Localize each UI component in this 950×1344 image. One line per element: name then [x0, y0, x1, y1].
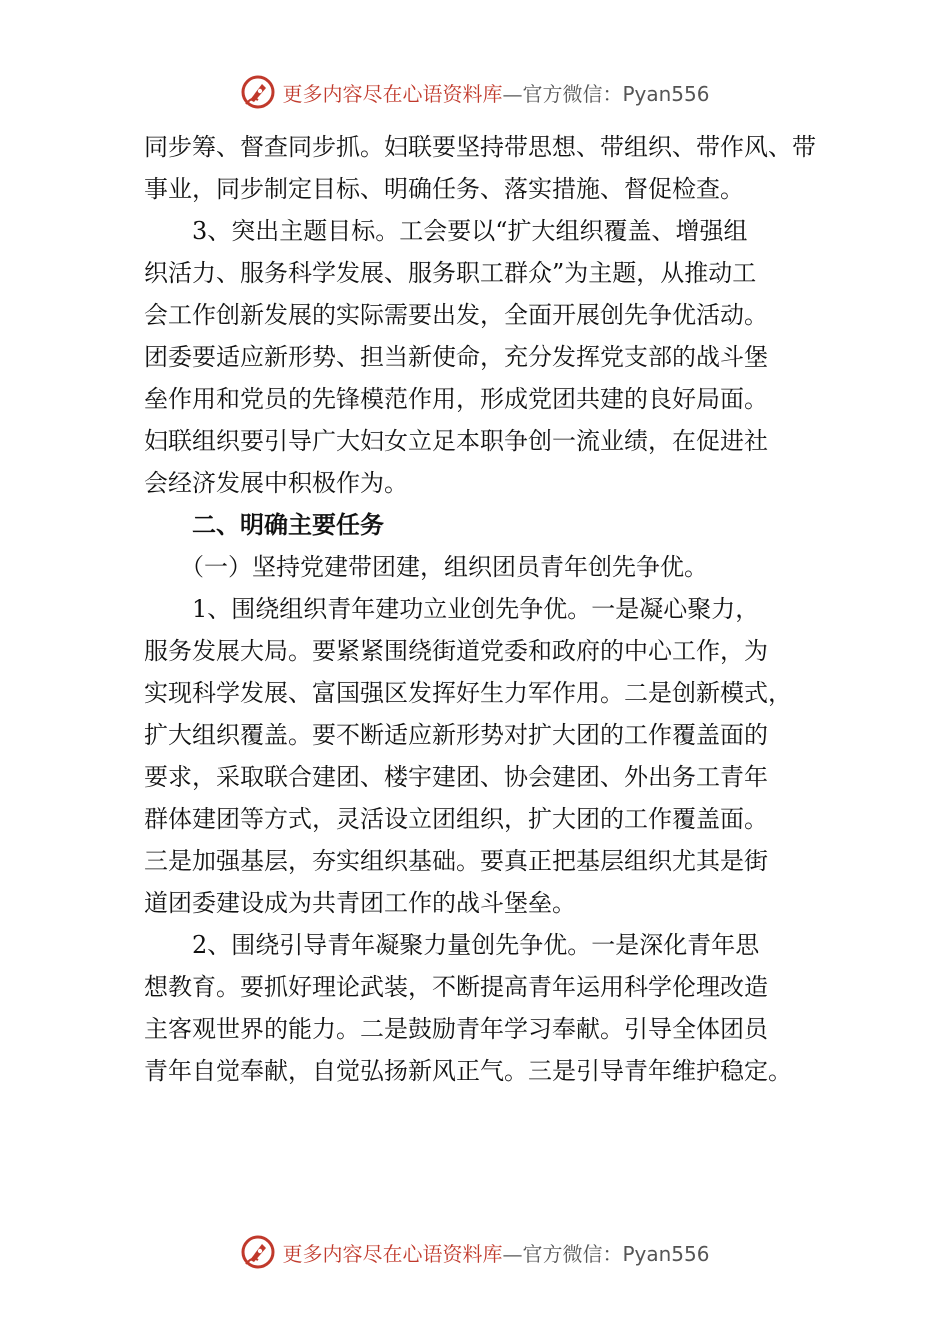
header-banner [0, 72, 950, 112]
text-line: 妇联组织要引导广大妇女立足本职争创一流业绩，在促进社 [144, 427, 768, 455]
pen-nib-logo-icon [240, 74, 276, 110]
banner-wechat-text: 官方微信：Pyan556 [522, 81, 710, 106]
text-line: 群体建团等方式，灵活设立团组织，扩大团的工作覆盖面。 [144, 805, 768, 833]
banner-separator: — [502, 81, 523, 106]
text-line: 会经济发展中积极作为。 [144, 469, 408, 497]
text-line: 想教育。要抓好理论武装，不断提高青年运用科学伦理改造 [144, 973, 768, 1001]
section-heading: 二、明确主要任务 [144, 511, 384, 539]
text-line: 三是加强基层，夯实组织基础。要真正把基层组织尤其是街 [144, 847, 768, 875]
banner-text [282, 78, 709, 107]
text-line: 要求，采取联合建团、楼宇建团、协会建团、外出务工青年 [144, 763, 768, 791]
text-line: 事业，同步制定目标、明确任务、落实措施、督促检查。 [144, 175, 744, 203]
text-line: 扩大组织覆盖。要不断适应新形势对扩大团的工作覆盖面的 [144, 721, 768, 749]
banner-separator: — [502, 1241, 523, 1266]
document-body [144, 126, 824, 1092]
text-line: 青年自觉奉献，自觉弘扬新风正气。三是引导青年维护稳定。 [144, 1057, 792, 1085]
text-line: 3、突出主题目标。工会要以“扩大组织覆盖、增强组 [144, 217, 748, 245]
text-line: （一）坚持党建带团建，组织团员青年创先争优。 [144, 553, 708, 581]
text-line: 垒作用和党员的先锋模范作用，形成党团共建的良好局面。 [144, 385, 768, 413]
text-line: 同步筹、督查同步抓。妇联要坚持带思想、带组织、带作风、带 [144, 133, 816, 161]
text-line: 服务发展大局。要紧紧围绕街道党委和政府的中心工作，为 [144, 637, 768, 665]
banner-text [282, 1238, 709, 1267]
text-line: 会工作创新发展的实际需要出发，全面开展创先争优活动。 [144, 301, 768, 329]
text-line: 1、围绕组织青年建功立业创先争优。一是凝心聚力， [144, 595, 760, 623]
text-line: 实现科学发展、富国强区发挥好生力军作用。二是创新模式， [144, 679, 792, 707]
text-line: 团委要适应新形势、担当新使命，充分发挥党支部的战斗堡 [144, 343, 768, 371]
text-line: 2、围绕引导青年凝聚力量创先争优。一是深化青年思 [144, 931, 760, 959]
text-line: 主客观世界的能力。二是鼓励青年学习奉献。引导全体团员 [144, 1015, 768, 1043]
pen-nib-logo-icon [240, 1234, 276, 1270]
text-line: 织活力、服务科学发展、服务职工群众”为主题，从推动工 [144, 259, 757, 287]
banner-main-text: 更多内容尽在心语资料库 [282, 81, 503, 106]
footer-banner [0, 1232, 950, 1272]
text-line: 道团委建设成为共青团工作的战斗堡垒。 [144, 889, 576, 917]
banner-main-text: 更多内容尽在心语资料库 [282, 1241, 503, 1266]
banner-wechat-text: 官方微信：Pyan556 [522, 1241, 710, 1266]
